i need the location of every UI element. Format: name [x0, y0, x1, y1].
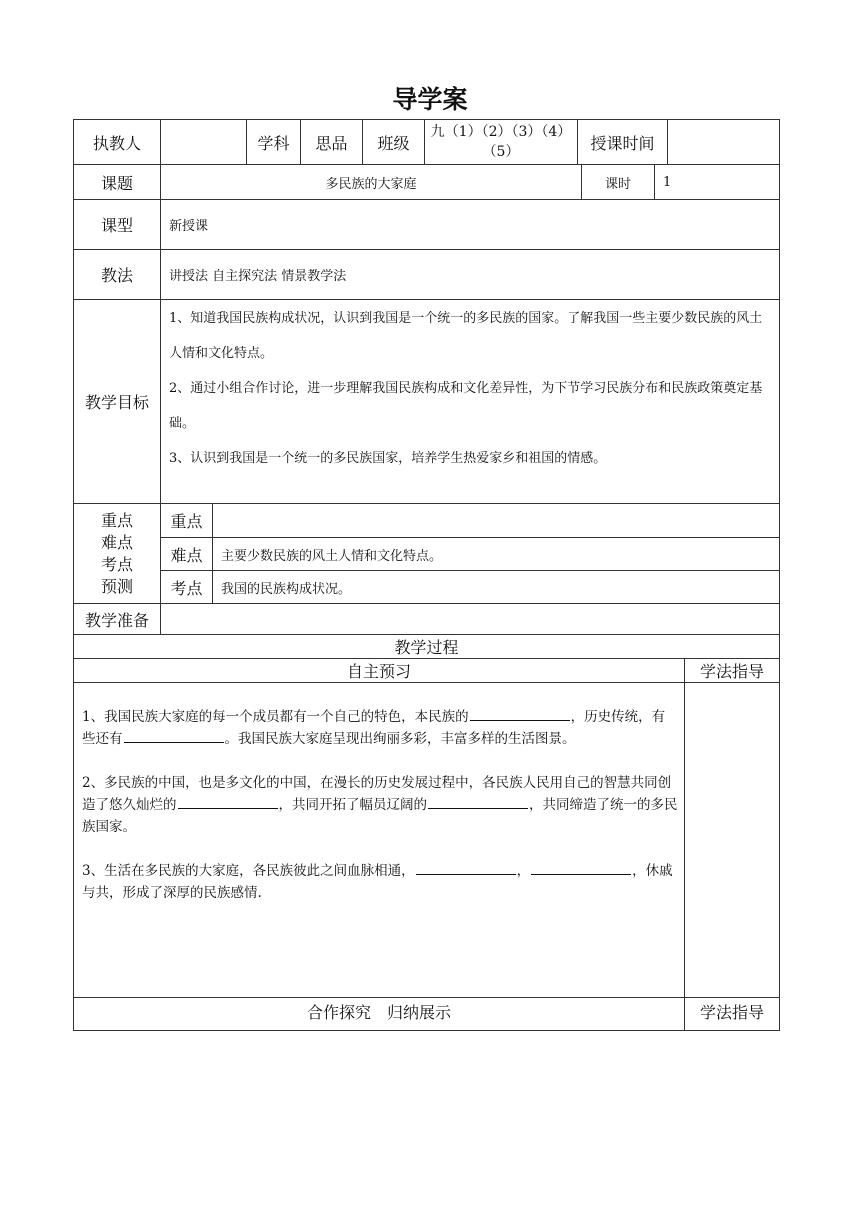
focus-value: [213, 504, 780, 538]
lesson-info-table: [73, 199, 780, 504]
self-study-content: [74, 683, 685, 998]
key-points-label: 重点 难点 考点 预测: [74, 504, 161, 604]
study-guide-header-2: 学法指导: [685, 998, 780, 1031]
study-guide-content: [685, 683, 780, 998]
preparation-label: 教学准备: [74, 604, 161, 635]
teaching-method-value: 讲授法 自主探究法 情景教学法: [161, 250, 780, 300]
subject-label: 学科: [247, 120, 301, 165]
class-value: 九（1）（2）（3）（4）（5）: [425, 120, 578, 165]
key-points-table: [73, 503, 780, 604]
lesson-type-label: 课型: [74, 200, 161, 250]
lesson-time-value: [668, 120, 780, 165]
class-label: 班级: [363, 120, 425, 165]
process-title: 教学过程: [74, 635, 780, 659]
focus-label: 重点: [161, 504, 213, 538]
answer-blank[interactable]: [470, 706, 570, 721]
class-hours-value: 1: [655, 165, 780, 200]
topic-table: [73, 164, 780, 200]
study-guide-header: 学法指导: [685, 659, 780, 683]
answer-blank[interactable]: [124, 728, 224, 743]
preparation-table: [73, 603, 780, 635]
topic-value: 多民族的大家庭: [161, 165, 582, 200]
lesson-time-label: 授课时间: [578, 120, 668, 165]
self-study-header: 自主预习: [74, 659, 685, 683]
lesson-type-value: 新授课: [161, 200, 780, 250]
exam-point-label: 考点: [161, 571, 213, 604]
goal-item: 1、知道我国民族构成状况，认识到我国是一个统一的多民族的国家。了解我国一些主要少数民族的风土人情和文化特点。: [169, 311, 763, 361]
teaching-method-label: 教法: [74, 250, 161, 300]
question-1: 1、我国民族大家庭的每一个成员都有一个自己的特色，本民族的 ，历史传统，有些还有 。我国民族大家庭呈现出绚丽多彩，丰富多样的生活图景。: [74, 706, 684, 750]
answer-blank[interactable]: [531, 860, 631, 875]
teaching-goals-label: 教学目标: [74, 300, 161, 504]
goal-item: 3、认识到我国是一个统一的多民族国家，培养学生热爱家乡和祖国的情感。: [169, 451, 607, 466]
difficulty-label: 难点: [161, 538, 213, 571]
preparation-value: [161, 604, 780, 635]
question-2: 2、多民族的中国，也是多文化的中国，在漫长的历史发展过程中，各民族人民用自己的智慧共同创造了悠久灿烂的 ，共同开拓了幅员辽阔的 ，共同缔造了统一的多民族国家。: [82, 775, 678, 835]
subject-value: 思品: [301, 120, 363, 165]
question-3: 3、生活在多民族的大家庭，各民族彼此之间血脉相通， ， ，休戚与共，形成了深厚的民族感情.: [74, 860, 684, 904]
teacher-label: 执教人: [74, 120, 161, 165]
exam-point-value: 我国的民族构成状况。: [213, 571, 780, 604]
class-hours-label: 课时: [582, 165, 655, 200]
topic-label: 课题: [74, 165, 161, 200]
process-table: [73, 634, 780, 1031]
teacher-value: [161, 120, 247, 165]
answer-blank[interactable]: [428, 794, 528, 809]
document-title: 导学案: [392, 85, 468, 114]
answer-blank[interactable]: [178, 794, 278, 809]
difficulty-value: 主要少数民族的风土人情和文化特点。: [213, 538, 780, 571]
cooperative-inquiry-header: 合作探究 归纳展示: [74, 998, 685, 1031]
header-table: [73, 119, 780, 165]
answer-blank[interactable]: [416, 860, 516, 875]
teaching-goals-content: [161, 300, 780, 504]
goal-item: 2、通过小组合作讨论，进一步理解我国民族构成和文化差异性，为下节学习民族分布和民族政策奠定基础。: [169, 381, 763, 431]
